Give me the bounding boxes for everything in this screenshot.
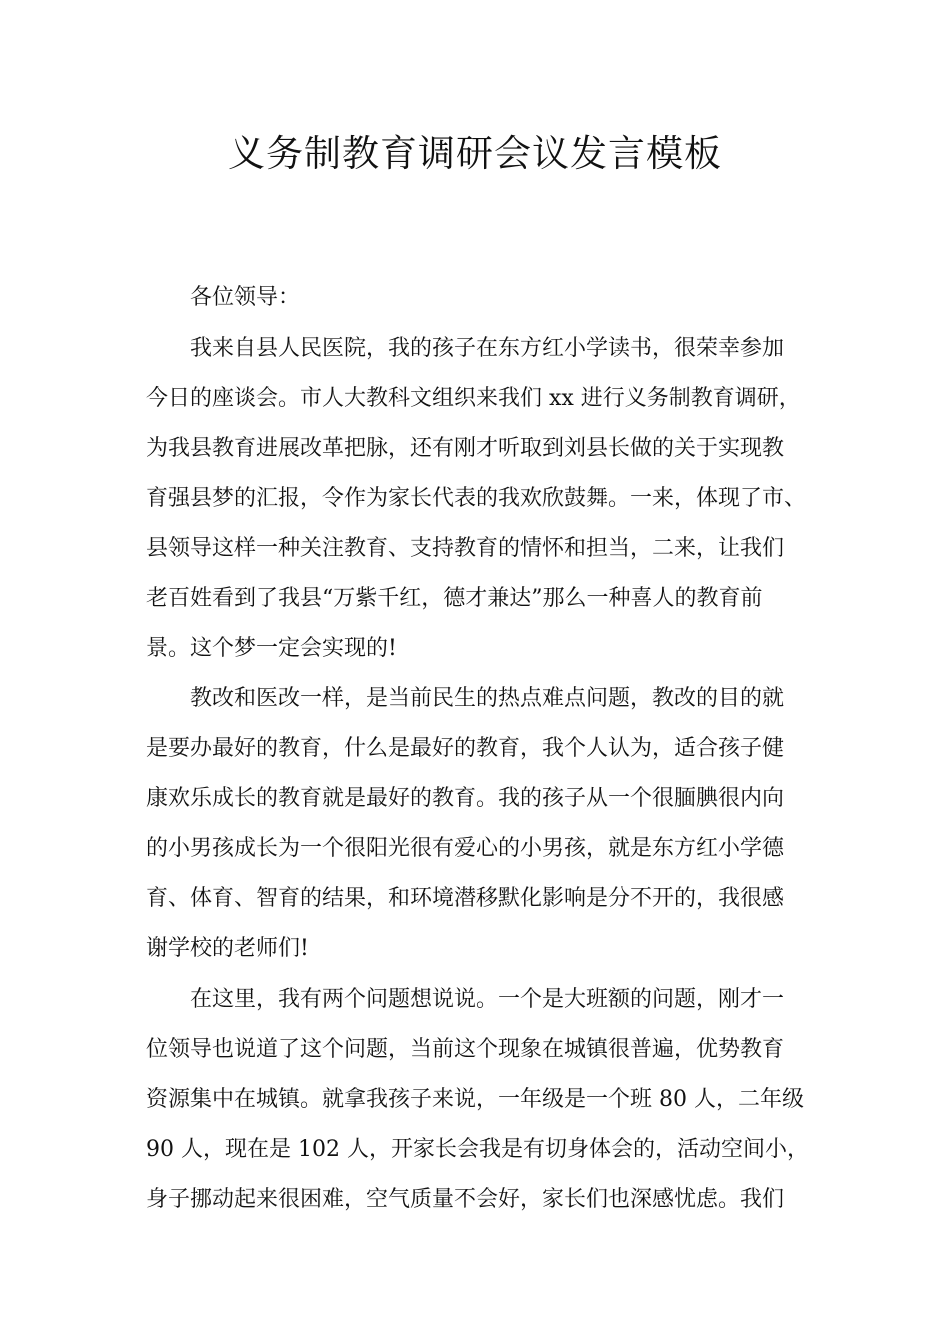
paragraph-line: 育、体育、智育的结果，和环境潜移默化影响是分不开的，我很感 [146, 886, 785, 911]
paragraph-line: 的小男孩成长为一个很阳光很有爱心的小男孩，就是东方红小学德 [146, 836, 785, 861]
paragraph-line: 我来自县人民医院，我的孩子在东方红小学读书，很荣幸参加 [190, 336, 785, 361]
paragraph-line: 为我县教育进展改革把脉，还有刚才听取到刘县长做的关于实现教 [146, 436, 785, 461]
paragraph-line: 位领导也说道了这个问题，当前这个现象在城镇很普遍，优势教育 [146, 1037, 785, 1062]
salutation-line: 各位领导： [190, 285, 301, 310]
paragraph-line: 康欢乐成长的教育就是最好的教育。我的孩子从一个很腼腆很内向 [146, 786, 785, 811]
paragraph-line: 身子挪动起来很困难，空气质量不会好，家长们也深感忧虑。我们 [146, 1187, 785, 1212]
paragraph-line: 在这里，我有两个问题想说说。一个是大班额的问题，刚才一 [190, 987, 785, 1012]
paragraph-line: 谢学校的老师们! [146, 936, 309, 961]
paragraph-line: 景。这个梦一定会实现的! [146, 636, 397, 661]
paragraph-line: 县领导这样一种关注教育、支持教育的情怀和担当，二来，让我们 [146, 536, 785, 561]
paragraph-line: 教改和医改一样，是当前民生的热点难点问题，教改的目的就 [190, 686, 785, 711]
paragraph-line: 老百姓看到了我县“万紫千红，德才兼达”那么一种喜人的教育前 [146, 586, 763, 611]
paragraph-line: 90 人，现在是 102 人，开家长会我是有切身体会的，活动空间小， [146, 1137, 809, 1162]
paragraph-line: 育强县梦的汇报，令作为家长代表的我欢欣鼓舞。一来，体现了市、 [146, 486, 807, 511]
paragraph-line: 资源集中在城镇。就拿我孩子来说，一年级是一个班 80 人，二年级 [146, 1087, 804, 1112]
paragraph-line: 是要办最好的教育，什么是最好的教育，我个人认为，适合孩子健 [146, 736, 785, 761]
document-title: 义务制教育调研会议发言模板 [228, 132, 722, 175]
paragraph-line: 今日的座谈会。市人大教科文组织来我们 xx 进行义务制教育调研， [146, 386, 801, 411]
